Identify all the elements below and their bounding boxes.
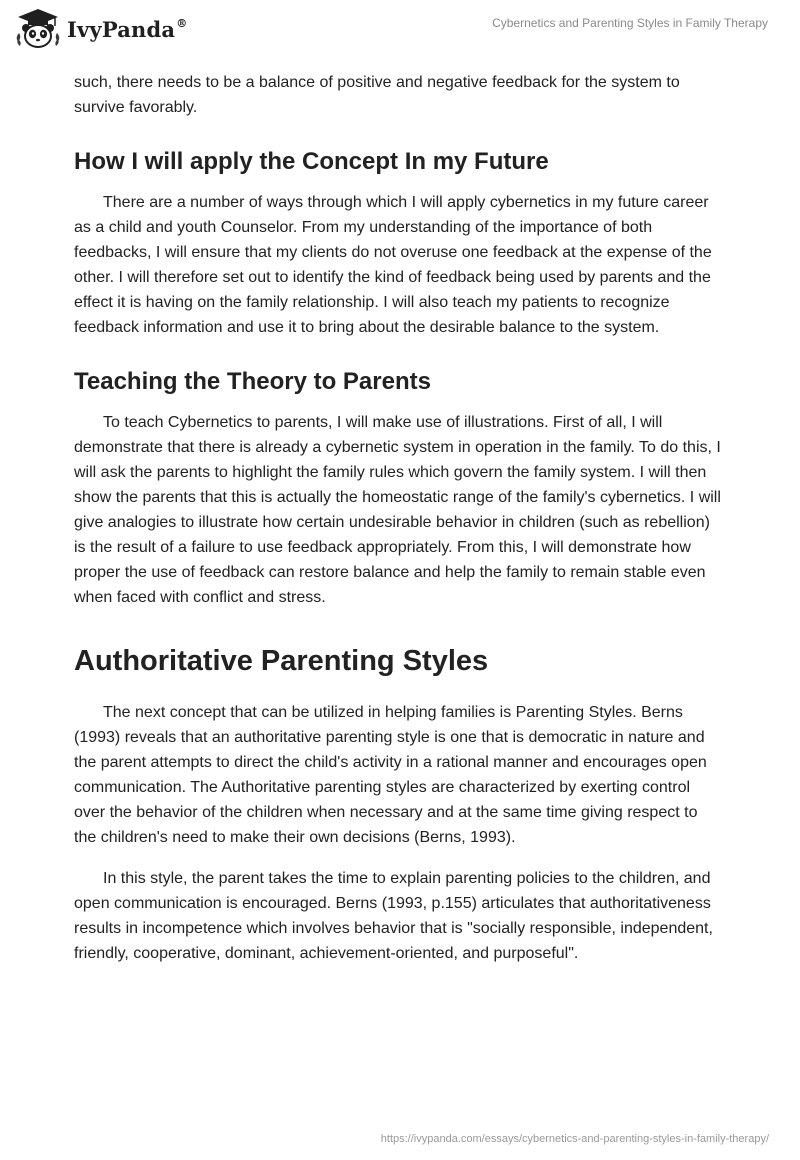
paragraph-teaching-theory: To teach Cybernetics to parents, I will make use of illustrations. First of all, I will demonstrate that there is already a cybernetic system in operation in the family. To do this, I will ask the parents to highlight the family rules which govern the family system. I will then show the parents that this is actually the homeostatic range of the family's cybernetics. I will give analogies to illustrate how certain undesirable behavior in children (such as rebellion) is the result of a failure to use feedback appropriately. From this, I will demonstrate how proper the use of feedback can restore balance and help the family to remain stable even when faced with conflict and stress. (74, 414, 721, 606)
paragraph-authoritative-1: The next concept that can be utilized in helping families is Parenting Styles. Berns (1993) reveals that an authoritative parenting style is one that is democratic in nature and the parent attempts to direct the child's activity in a rational manner and encourages open communication. The Authoritative parenting styles are characterized by exerting control over the behavior of the children when necessary and at the same time giving respect to the children's need to make their own decisions (Berns, 1993). (74, 704, 707, 846)
paragraph-continuation: such, there needs to be a balance of positive and negative feedback for the system to survive favorably. (74, 74, 680, 116)
paragraph-authoritative-2: In this style, the parent takes the time to explain parenting policies to the children, and open communication is encouraged. Berns (1993, p.155) articulates that authoritativeness results in incompetence which involves behavior that is "socially responsible, independent, friendly, cooperative, dominant, achievement-oriented, and purposeful". (74, 870, 713, 962)
ivypanda-logo[interactable] (14, 6, 187, 50)
heading-authoritative-parenting: Authoritative Parenting Styles (74, 645, 489, 677)
panda-graduation-cap-icon (14, 6, 62, 50)
heading-teaching-theory: Teaching the Theory to Parents (74, 368, 431, 395)
essay-content (74, 70, 724, 982)
paragraph-apply-concept: There are a number of ways through which I will apply cybernetics in my future career as a child and youth Counselor. From my understanding of the importance of both feedbacks, I will ensure that my clients do not overuse one feedback at the expense of the other. I will therefore set out to identify the kind of feedback being used by parents and the effect it is having on the family relationship. I will also teach my patients to recognize feedback information and use it to bring about the desirable balance to the system. (74, 194, 712, 336)
brand-name: IvyPanda® (67, 16, 188, 42)
document-title: Cybernetics and Parenting Styles in Family Therapy (492, 16, 768, 30)
page-header (0, 0, 800, 60)
heading-apply-concept: How I will apply the Concept In my Future (74, 148, 549, 175)
source-url[interactable]: https://ivypanda.com/essays/cybernetics-and-parenting-styles-in-family-therapy/ (380, 1133, 769, 1145)
